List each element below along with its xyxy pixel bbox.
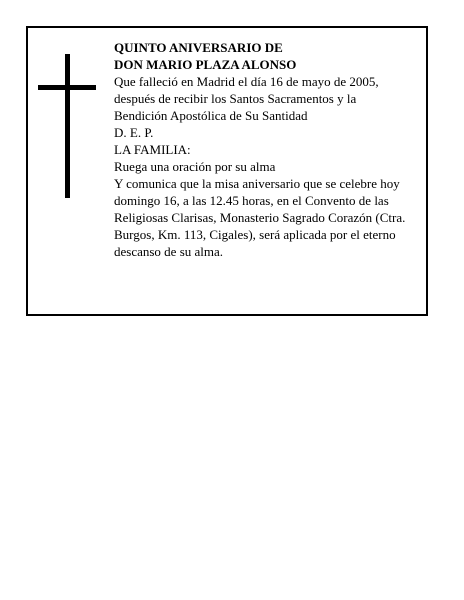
notice-title-line-2: DON MARIO PLAZA ALONSO: [114, 57, 297, 72]
notice-body-line-3: Bendición Apostólica de Su Santidad: [114, 108, 308, 123]
notice-body-line-5: LA FAMILIA:: [114, 142, 191, 157]
notice-body-line-6: Ruega una oración por su alma: [114, 159, 276, 174]
cross-horizontal-bar: [38, 85, 96, 90]
notice-text: [114, 39, 419, 260]
cross-vertical-bar: [65, 54, 70, 198]
notice-body-line-1: Que falleció en Madrid el día 16 de mayo de 2005,: [114, 74, 379, 89]
notice-body-line-2: después de recibir los Santos Sacramentos y la: [114, 91, 357, 106]
notice-title-line-1: QUINTO ANIVERSARIO DE: [114, 40, 283, 55]
notice-body-line-9: Religiosas Clarisas, Monasterio Sagrado Corazón (Ctra.: [114, 210, 406, 225]
notice-body-line-4: D. E. P.: [114, 125, 154, 140]
notice-body-line-10: Burgos, Km. 113, Cigales), será aplicada por el eterno: [114, 227, 396, 242]
notice-body-line-8: domingo 16, a las 12.45 horas, en el Convento de las: [114, 193, 389, 208]
notice-body-line-7: Y comunica que la misa aniversario que se celebre hoy: [114, 176, 400, 191]
notice-body-line-11: descanso de su alma.: [114, 244, 224, 259]
